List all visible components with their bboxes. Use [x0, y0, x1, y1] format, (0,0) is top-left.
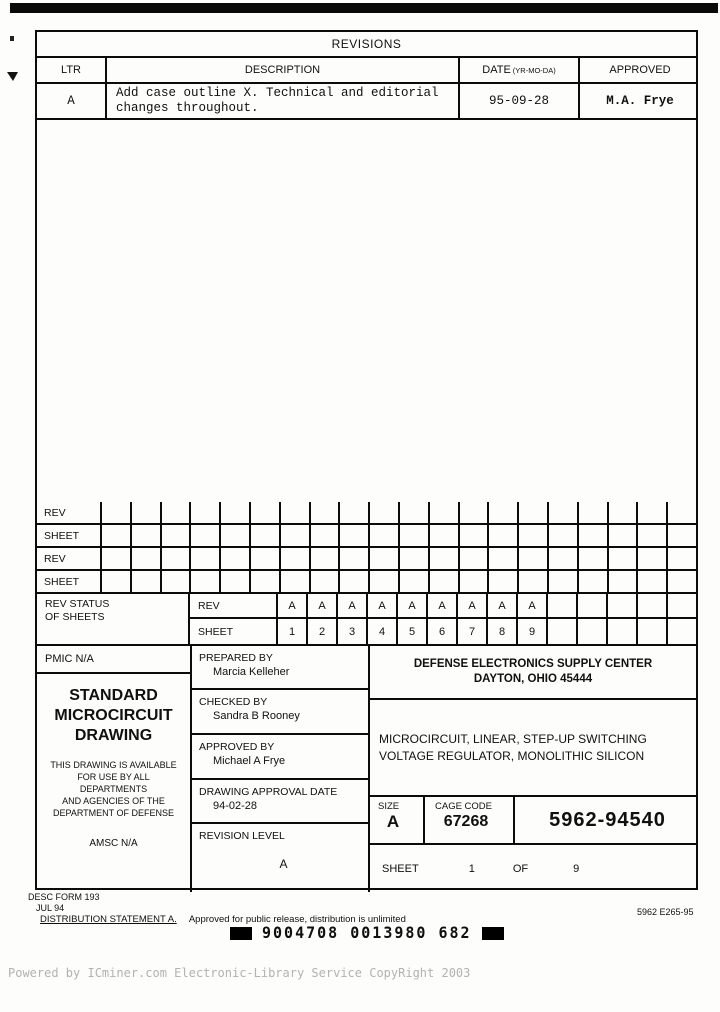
amsc-field: AMSC N/A	[89, 838, 138, 849]
size-field: SIZE A	[370, 797, 425, 843]
rev-status-sheet-cell: 9	[518, 619, 548, 644]
rev-status-rev-sublabel: REV	[190, 594, 278, 617]
grid-cell	[221, 571, 251, 592]
grid-cell	[460, 502, 490, 523]
rev-sheet-grid-row	[37, 502, 696, 525]
revisions-header-row	[37, 58, 696, 84]
rev-status-rev-cell: A	[338, 594, 368, 617]
revision-level-field: REVISION LEVEL A	[192, 824, 368, 892]
availability-line: FOR USE BY ALL	[77, 772, 150, 782]
revision-ltr: A	[37, 84, 107, 118]
approved-by-field: APPROVED BY Michael A Frye	[192, 735, 368, 780]
grid-cell	[102, 548, 132, 569]
form-date: JUL 94	[36, 903, 65, 913]
grid-cell	[162, 571, 192, 592]
rev-status-sheet-cell	[548, 619, 578, 644]
grid-cell	[549, 502, 579, 523]
rev-status-sheet-cell: 5	[398, 619, 428, 644]
grid-cell	[430, 571, 460, 592]
grid-cell	[340, 502, 370, 523]
grid-cell	[460, 525, 490, 546]
grid-cell	[609, 548, 639, 569]
rev-status-rev-cell: A	[518, 594, 548, 617]
grid-cell	[191, 571, 221, 592]
pmic-field: PMIC N/A	[37, 646, 190, 674]
title-block-signatures	[192, 646, 370, 892]
cage-code-value: 67268	[443, 813, 489, 830]
grid-cell	[281, 502, 311, 523]
margin-mark-arrow	[7, 72, 18, 81]
grid-cell	[221, 548, 251, 569]
grid-cell	[311, 525, 341, 546]
revisions-title: REVISIONS	[331, 37, 402, 51]
size-cage-number-row	[370, 797, 696, 845]
header-approved: APPROVED	[609, 64, 671, 76]
rev-sheet-grid-row	[37, 525, 696, 548]
grid-row-label: REV	[37, 548, 102, 569]
distribution-statement-text: Approved for public release, distribution is unlimited	[188, 914, 406, 925]
grid-cell	[102, 502, 132, 523]
grid-cell	[251, 502, 281, 523]
grid-cell	[370, 571, 400, 592]
barcode-digits: 9004708 0013980 682	[262, 923, 472, 943]
grid-cell	[430, 502, 460, 523]
grid-cell	[519, 502, 549, 523]
revision-approved: M.A. Frye	[606, 94, 674, 108]
rev-status-rev-cell: A	[488, 594, 518, 617]
device-title: MICROCIRCUIT, LINEAR, STEP-UP SWITCHING VOLTAGE REGULATOR, MONOLITHIC SILICON	[370, 700, 696, 797]
scan-top-bar	[10, 3, 718, 13]
header-ltr: LTR	[37, 58, 107, 82]
availability-line: AND AGENCIES OF THE	[62, 796, 165, 806]
grid-cell	[579, 548, 609, 569]
approval-date-value: 94-02-28	[213, 800, 258, 812]
grid-cell	[519, 571, 549, 592]
rev-status-rev-row	[190, 594, 696, 619]
grid-cell	[251, 571, 281, 592]
grid-cell	[609, 525, 639, 546]
grid-cell	[400, 548, 430, 569]
distribution-statement-label: DISTRIBUTION STATEMENT A.	[40, 914, 177, 925]
grid-cell	[102, 571, 132, 592]
form-number: DESC FORM 193	[28, 892, 100, 902]
grid-cell	[102, 525, 132, 546]
grid-cell	[400, 502, 430, 523]
header-date-format: (YR-MO-DA)	[512, 65, 556, 75]
rev-status-rev-cell: A	[368, 594, 398, 617]
grid-cell	[251, 525, 281, 546]
title-block-left	[37, 646, 192, 892]
grid-cell	[340, 548, 370, 569]
prepared-by-field: PREPARED BY Marcia Kelleher	[192, 646, 368, 690]
rev-status-sheet-cell: 2	[308, 619, 338, 644]
grid-row-label: SHEET	[37, 571, 102, 592]
grid-cell	[251, 548, 281, 569]
rev-status-sheet-row	[190, 619, 696, 644]
rev-status-rev-cell: A	[308, 594, 338, 617]
grid-cell	[549, 525, 579, 546]
revisions-banner	[37, 32, 696, 58]
document-code: 5962 E265-95	[637, 907, 694, 917]
grid-cell	[460, 548, 490, 569]
grid-cell	[668, 548, 696, 569]
grid-cell	[489, 502, 519, 523]
barcode-start-square	[230, 927, 252, 940]
grid-cell	[281, 571, 311, 592]
revision-description-line1: Add case outline X. Technical and editorial	[116, 86, 439, 100]
rev-status-rev-cell	[548, 594, 578, 617]
grid-cell	[311, 548, 341, 569]
grid-cell	[370, 548, 400, 569]
revision-row-a	[37, 84, 696, 120]
grid-cell	[430, 525, 460, 546]
grid-cell	[191, 525, 221, 546]
grid-row-label: REV	[37, 502, 102, 523]
grid-cell	[400, 525, 430, 546]
rev-status-rev-cell	[638, 594, 668, 617]
grid-cell	[609, 571, 639, 592]
cage-code-field: CAGE CODE 67268	[425, 797, 515, 843]
rev-status-sheet-cell: 8	[488, 619, 518, 644]
sheet-label: SHEET	[382, 862, 419, 875]
title-block	[37, 646, 696, 892]
grid-cell	[549, 548, 579, 569]
grid-cell	[281, 525, 311, 546]
grid-cell	[579, 525, 609, 546]
grid-cell	[132, 548, 162, 569]
grid-row-label: SHEET	[37, 525, 102, 546]
rev-status-rev-cell	[578, 594, 608, 617]
availability-line: DEPARTMENTS	[79, 784, 148, 794]
grid-cell	[638, 502, 668, 523]
sheet-of-label: OF	[512, 862, 529, 875]
grid-cell	[638, 548, 668, 569]
agency-name: DEFENSE ELECTRONICS SUPPLY CENTER DAYTON, OHIO 45444	[370, 646, 696, 700]
grid-cell	[340, 571, 370, 592]
rev-status-sheet-cell: 7	[458, 619, 488, 644]
grid-cell	[221, 525, 251, 546]
grid-cell	[191, 502, 221, 523]
grid-cell	[191, 548, 221, 569]
grid-cell	[519, 548, 549, 569]
grid-cell	[519, 525, 549, 546]
rev-status-label: REV STATUS OF SHEETS	[37, 594, 190, 644]
prepared-by-name: Marcia Kelleher	[213, 666, 290, 678]
grid-cell	[579, 502, 609, 523]
grid-cell	[638, 571, 668, 592]
rev-status-rev-cell: A	[398, 594, 428, 617]
drawing-number: 5962-94540	[549, 808, 666, 831]
availability-statement	[37, 759, 190, 819]
rev-sheet-grid	[37, 502, 696, 594]
rev-sheet-grid-row	[37, 571, 696, 594]
grid-cell	[311, 571, 341, 592]
grid-cell	[370, 525, 400, 546]
grid-cell	[668, 525, 696, 546]
drawing-form	[35, 30, 698, 890]
rev-status-sheet-cell	[578, 619, 608, 644]
approved-by-name: Michael A Frye	[213, 755, 286, 767]
sheet-total: 9	[573, 862, 580, 875]
grid-cell	[609, 502, 639, 523]
grid-cell	[489, 525, 519, 546]
grid-cell	[370, 502, 400, 523]
rev-status-sheet-sublabel: SHEET	[190, 619, 278, 644]
rev-status-section	[37, 594, 696, 646]
revision-date: 95-09-28	[460, 84, 580, 118]
margin-mark-dot	[10, 36, 14, 41]
availability-line: DEPARTMENT OF DEFENSE	[52, 808, 175, 818]
grid-cell	[340, 525, 370, 546]
powered-by-watermark: Powered by ICminer.com Electronic-Library Service CopyRight 2003	[8, 966, 471, 980]
revision-description	[107, 84, 460, 118]
grid-cell	[132, 525, 162, 546]
grid-cell	[162, 525, 192, 546]
grid-cell	[132, 502, 162, 523]
rev-status-rev-cell: A	[458, 594, 488, 617]
header-description: DESCRIPTION	[107, 58, 460, 82]
rev-status-sheet-cell: 6	[428, 619, 458, 644]
grid-cell	[221, 502, 251, 523]
grid-cell	[638, 525, 668, 546]
smd-heading: STANDARD MICROCIRCUIT DRAWING	[54, 687, 173, 744]
grid-cell	[460, 571, 490, 592]
revision-level-value: A	[279, 857, 288, 871]
grid-cell	[311, 502, 341, 523]
grid-cell	[162, 548, 192, 569]
size-value: A	[386, 812, 400, 831]
checked-by-name: Sandra B Rooney	[213, 710, 300, 722]
barcode-end-square	[482, 927, 504, 940]
grid-cell	[489, 571, 519, 592]
title-block-right	[370, 646, 696, 892]
checked-by-field: CHECKED BY Sandra B Rooney	[192, 690, 368, 735]
drawing-number-field	[515, 797, 700, 843]
rev-status-sheet-cell	[608, 619, 638, 644]
rev-status-sheet-cell	[638, 619, 668, 644]
rev-status-sheet-cell: 3	[338, 619, 368, 644]
barcode-line	[230, 925, 504, 941]
grid-cell	[549, 571, 579, 592]
rev-status-sheet-cell	[668, 619, 696, 644]
revision-description-line2: changes throughout.	[116, 101, 259, 115]
grid-cell	[430, 548, 460, 569]
rev-status-sheet-cell: 4	[368, 619, 398, 644]
rev-sheet-grid-row	[37, 548, 696, 571]
grid-cell	[132, 571, 162, 592]
grid-cell	[579, 571, 609, 592]
rev-status-rev-cell: A	[278, 594, 308, 617]
availability-line: THIS DRAWING IS AVAILABLE	[50, 760, 177, 770]
approval-date-field: DRAWING APPROVAL DATE 94-02-28	[192, 780, 368, 824]
grid-cell	[400, 571, 430, 592]
rev-status-rev-cell	[668, 594, 696, 617]
grid-cell	[668, 571, 696, 592]
sheet-number: 1	[468, 862, 475, 875]
rev-status-rev-cell	[608, 594, 638, 617]
rev-status-sheet-cell: 1	[278, 619, 308, 644]
sheet-field	[370, 845, 696, 892]
grid-cell	[489, 548, 519, 569]
grid-cell	[281, 548, 311, 569]
header-date: DATE (YR-MO-DA)	[460, 58, 580, 82]
grid-cell	[162, 502, 192, 523]
rev-status-rev-cell: A	[428, 594, 458, 617]
revision-empty-area	[37, 120, 696, 502]
grid-cell	[668, 502, 696, 523]
